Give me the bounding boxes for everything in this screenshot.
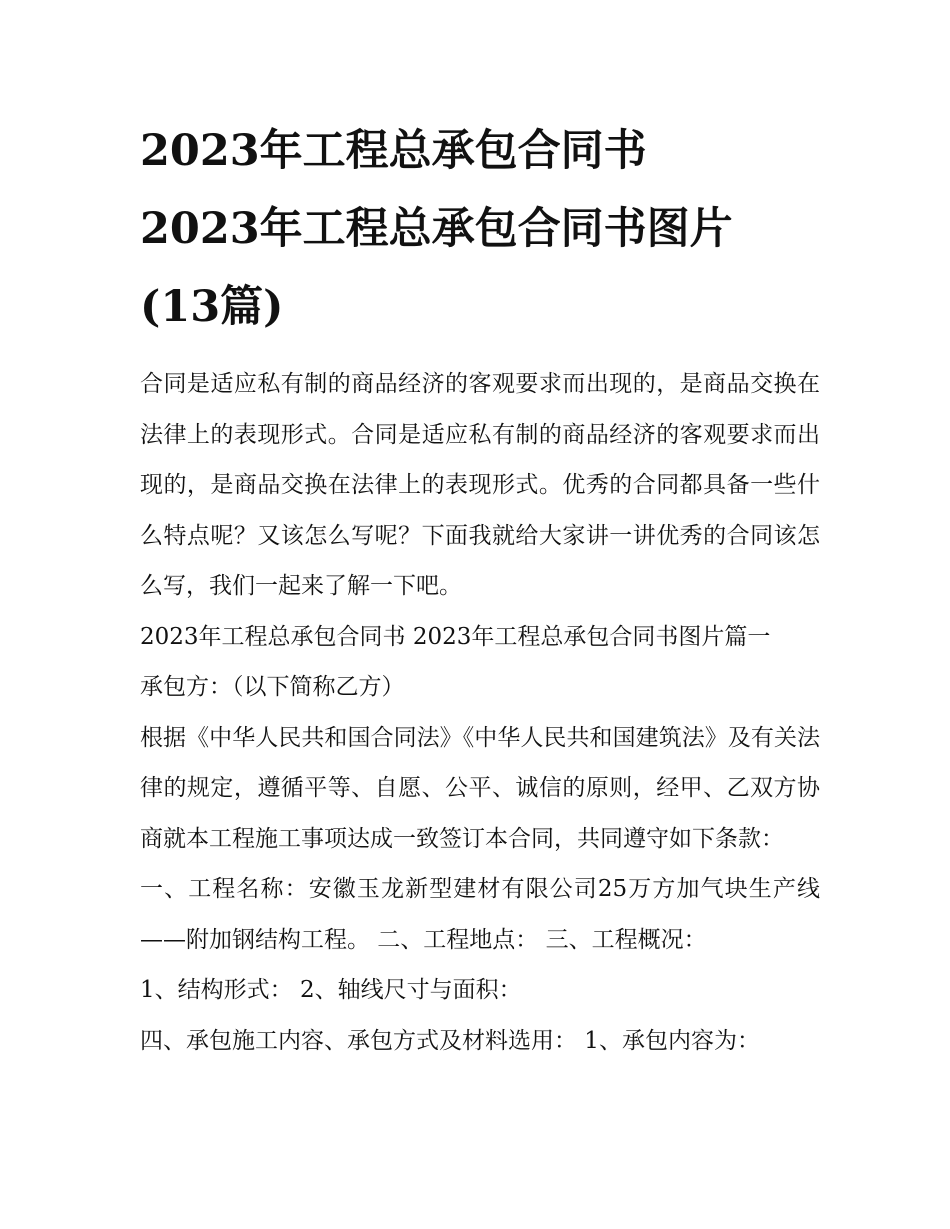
section-heading: 2023年工程总承包合同书 2023年工程总承包合同书图片篇一 [140,623,771,650]
basis-paragraph: 根据《中华人民共和国合同法》《中华人民共和国建筑法》及有关法律的规定，遵循平等、自愿、公平、诚信的原则，经甲、乙双方协商就本工程施工事项达成一致签订本合同，共同遵守如下条款： [140,724,820,852]
clause-project-name: 一、工程名称：安徽玉龙新型建材有限公司25万方加气块生产线——附加钢结构工程。 二、工程地点： 三、工程概况： [140,876,820,953]
intro-paragraph: 合同是适应私有制的商品经济的客观要求而出现的，是商品交换在法律上的表现形式。合同是适应私有制的商品经济的客观要求而出现的，是商品交换在法律上的表现形式。优秀的合同都具备一些什么特点呢？又该怎么写呢？下面我就给大家讲一讲优秀的合同该怎么写，我们一起来了解一下吧。 [140,371,820,599]
document-page [140,112,820,1066]
document-title-line-3: (13篇) [140,282,284,332]
document-title-line-1: 2023年工程总承包合同书 [140,126,647,176]
clause-contract-content: 四、承包施工内容、承包方式及材料选用： 1、承包内容为： [140,1027,760,1054]
contractor-line: 承包方：（以下简称乙方） [140,674,405,700]
document-title-line-2: 2023年工程总承包合同书图片 [140,204,733,254]
clause-structure-items: 1、结构形式： 2、轴线尺寸与面积： [140,977,522,1003]
